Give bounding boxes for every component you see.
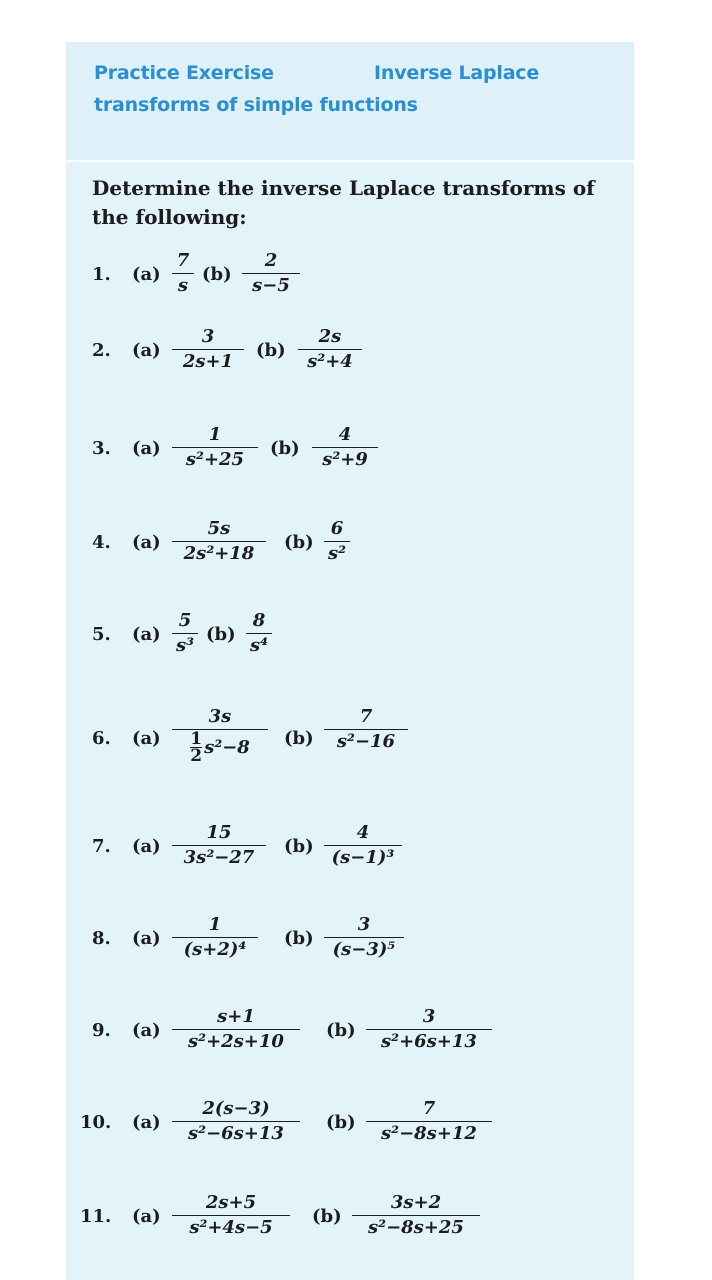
fraction-b: 3 (s−3)⁵	[324, 914, 404, 961]
fraction-b: 3s+2 s²−8s+25	[352, 1192, 480, 1239]
fraction-a: 5 s³	[172, 610, 198, 657]
part-b-label: (b)	[284, 728, 314, 749]
part-a-label: (a)	[132, 728, 161, 749]
fraction-a: 15 3s²−27	[172, 822, 266, 869]
fraction-a: s+1 s²+2s+10	[172, 1006, 300, 1053]
nested-fraction: 1 2	[190, 729, 203, 766]
header-title-left: Practice Exercise	[94, 62, 274, 84]
exercise-number: 1.	[92, 264, 111, 285]
part-b-label: (b)	[256, 340, 286, 361]
exercise-number: 5.	[92, 624, 111, 645]
part-b-label: (b)	[284, 532, 314, 553]
fraction-a: 7 s	[172, 250, 194, 297]
fraction-a: 1 (s+2)⁴	[172, 914, 258, 961]
part-b-label: (b)	[326, 1112, 356, 1133]
part-b-label: (b)	[270, 438, 300, 459]
fraction-a: 5s 2s²+18	[172, 518, 266, 565]
fraction-b: 2 s−5	[242, 250, 300, 297]
fraction-b: 4 (s−1)³	[324, 822, 402, 869]
part-b-label: (b)	[284, 928, 314, 949]
part-b-label: (b)	[312, 1206, 342, 1227]
header-title-line2: transforms of simple functions	[94, 94, 418, 116]
part-a-label: (a)	[132, 1020, 161, 1041]
fraction-a: 2(s−3) s²−6s+13	[172, 1098, 300, 1145]
exercise-number: 8.	[92, 928, 111, 949]
part-a-label: (a)	[132, 1206, 161, 1227]
part-a-label: (a)	[132, 532, 161, 553]
fraction-b: 7 s²−8s+12	[366, 1098, 492, 1145]
fraction-b: 7 s²−16	[324, 706, 408, 753]
fraction-b: 2s s²+4	[298, 326, 362, 373]
exercise-number: 9.	[92, 1020, 111, 1041]
part-a-label: (a)	[132, 624, 161, 645]
exercise-body	[66, 162, 634, 1280]
fraction-b: 4 s²+9	[312, 424, 378, 471]
fraction-a: 3s 1 2 s²−8	[172, 706, 268, 764]
part-b-label: (b)	[326, 1020, 356, 1041]
part-a-label: (a)	[132, 836, 161, 857]
fraction-a: 1 s²+25	[172, 424, 258, 471]
part-a-label: (a)	[132, 340, 161, 361]
intro-text: Determine the inverse Laplace transforms of the following:	[92, 176, 595, 229]
part-b-label: (b)	[284, 836, 314, 857]
exercise-number: 7.	[92, 836, 111, 857]
exercise-number: 10.	[80, 1112, 112, 1133]
exercise-number: 2.	[92, 340, 111, 361]
header-title-right: Inverse Laplace	[374, 62, 540, 84]
fraction-a: 3 2s+1	[172, 326, 244, 373]
fraction-b: 6 s²	[324, 518, 350, 565]
part-a-label: (a)	[132, 264, 161, 285]
fraction-a: 2s+5 s²+4s−5	[172, 1192, 290, 1239]
exercise-number: 6.	[92, 728, 111, 749]
part-a-label: (a)	[132, 928, 161, 949]
fraction-b: 3 s²+6s+13	[366, 1006, 492, 1053]
section-header	[66, 42, 634, 160]
exercise-number: 4.	[92, 532, 111, 553]
exercise-number: 11.	[80, 1206, 112, 1227]
fraction-b: 8 s⁴	[246, 610, 272, 657]
part-b-label: (b)	[206, 624, 236, 645]
exercise-number: 3.	[92, 438, 111, 459]
part-a-label: (a)	[132, 438, 161, 459]
part-a-label: (a)	[132, 1112, 161, 1133]
part-b-label: (b)	[202, 264, 232, 285]
